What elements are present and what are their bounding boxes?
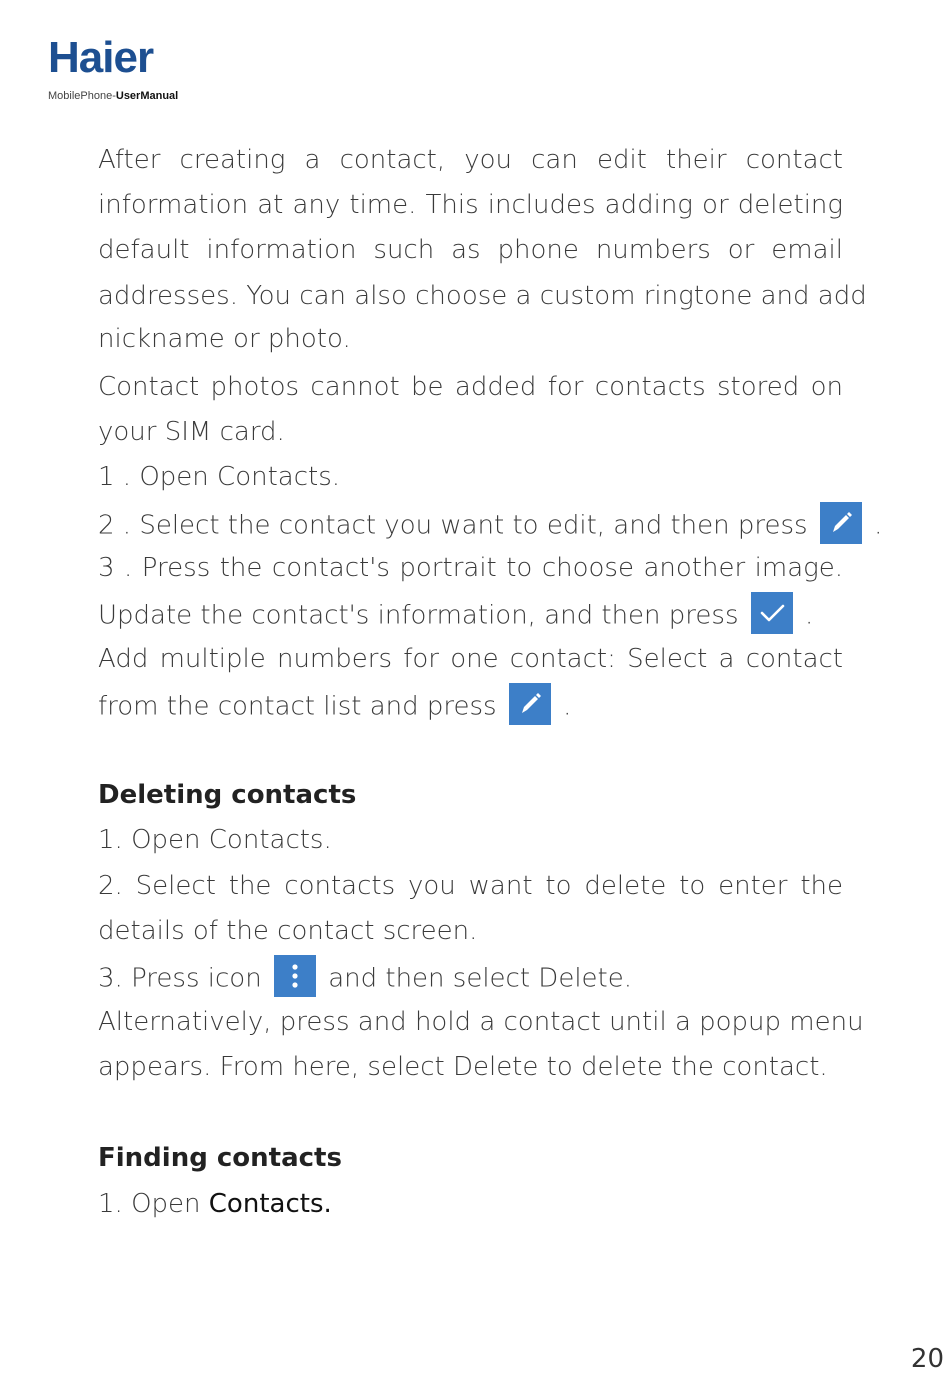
checkmark-icon: [751, 592, 793, 634]
paragraph-line: Alternatively, press and hold a contact until a popup menu: [98, 1007, 864, 1037]
page-number: 20: [910, 1344, 944, 1374]
paragraph-line: Add multiple numbers for one contact: Select a contact: [98, 644, 843, 674]
paragraph-line: After creating a contact, you can edit their contact: [98, 145, 843, 175]
paragraph-line: information at any time. This includes adding or deleting: [98, 190, 843, 220]
edit-pencil-icon: [509, 683, 551, 725]
step-line: Update the contact's information, and then press .: [98, 595, 813, 637]
step-line: 1. Open Contacts.: [98, 1189, 332, 1219]
paragraph-line: addresses. You can also choose a custom ringtone and add: [98, 281, 867, 311]
step-line: details of the contact screen.: [98, 916, 478, 946]
more-vert-icon: [274, 955, 316, 997]
section-heading-deleting: Deleting contacts: [98, 780, 357, 810]
step-line: 2 . Select the contact you want to edit, and then press .: [98, 505, 882, 547]
paragraph-line: your SIM card.: [98, 417, 285, 447]
paragraph-line: default information such as phone numbers or email: [98, 235, 843, 265]
edit-pencil-icon: [820, 502, 862, 544]
step-line: 1 . Open Contacts.: [98, 462, 341, 492]
step-line: 2. Select the contacts you want to delete to enter the: [98, 871, 843, 901]
section-heading-finding: Finding contacts: [98, 1143, 342, 1173]
logo-wordmark: Haier: [48, 33, 154, 82]
manual-subtitle: MobilePhone-UserManual: [48, 90, 179, 102]
paragraph-line: nickname or photo.: [98, 324, 351, 354]
brand-logo: [48, 33, 179, 102]
paragraph-line: Contact photos cannot be added for contacts stored on: [98, 372, 843, 402]
step-line: 1. Open Contacts.: [98, 825, 332, 855]
paragraph-line: appears. From here, select Delete to delete the contact.: [98, 1052, 828, 1082]
step-line: 3. Press icon and then select Delete.: [98, 958, 632, 1000]
step-line: 3 . Press the contact's portrait to choose another image.: [98, 553, 843, 583]
paragraph-line: from the contact list and press .: [98, 686, 571, 728]
